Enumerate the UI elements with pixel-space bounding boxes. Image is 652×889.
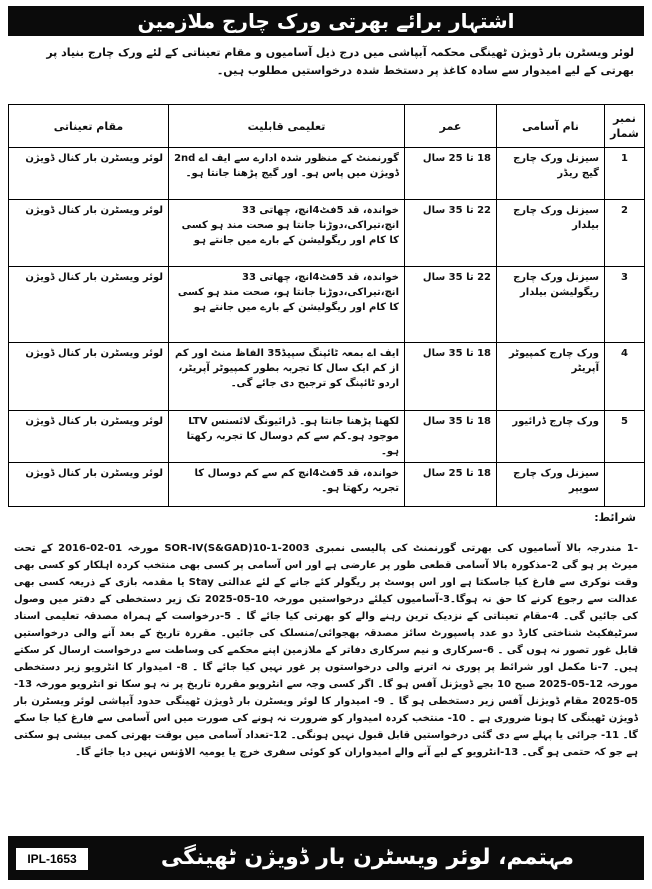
header-number: نمبر شمار: [605, 105, 645, 148]
row-post: سیزنل ورک چارج بیلدار: [497, 200, 605, 267]
row-location: لوئر ویسٹرن بار کنال ڈویژن: [9, 463, 169, 507]
terms-heading: شرائط:: [594, 511, 636, 524]
footer-bar: [8, 836, 644, 880]
terms-paragraph: -1 مندرجہ بالا آسامیوں کی بھرتی گورنمنٹ کی پالیسی نمبری SOR-IV(S&GAD)10-1-2003 مورخہ 01-02-2016 کے تحت میرٹ پر ہو گی 2-مذکورہ بالا آسامی قطعی طور پر عارضی ہے اور اس آسامی پر کسی بھی منتخب کردہ اہلکار کو کسی بھی وقت نوکری سے فارغ کیا جاسکتا ہے اور اس پوسٹ پر ریگولر کئے جانے کے لئے عدالتی Stay یا مقدمہ بازی کے ذریعہ کسی بھی عدالت سے رجوع کرنے کا حق نہ ہوگا۔3-آسامیوں کیلئے درخواستیں مورخہ 10-05-2025 تک زیر دستخطی کے دفتر میں وصول کی جائیں گی۔ 4-مقام تعیناتی کے نزدیک ترین رہنے والے کو بھرتی کیا جائے گا ۔ 5-درخواست کے ہمراہ مصدقہ تعلیمی اسناد سرٹیفکیٹ شناختی کارڈ دو عدد پاسپورٹ سائز مصدقہ بھجوائی/منسلک کی جائیں۔ مقررہ تاریخ کے بعد آنے والی درخواستیں قابل غور تصور نہ ہوں گی ۔ 6-سرکاری و نیم سرکاری دفاتر کے ملازمین اپنے محکمے کی وساطت سے درخواست ارسال کر سکتے ہیں۔ 7-نا مکمل اور شرائط پر پوری نہ اترنے والی درخواستوں پر غور نہیں کیا جائے گا ۔ 8- امیدوار کا انٹرویو زیر دستخطی مورخہ 12-05-2025 صبح 10 بجے ڈویژنل آفس ہو گا۔ اگر کسی وجہ سے انٹرویو مقررہ تاریخ پر نہ ہو سکا تو انٹرویو مورخہ 13-05-2025 مقام ڈویژنل آفس زیر دستخطی ہو گا ۔ 9- امیدوار کا لوئر ویسٹرن بار ڈویژن ٹھینگی حدود آبپاشی لوئر ویسٹرن بار ڈویژن ٹھینگی کا ہونا ضروری ہے ۔ 10- منتخب کردہ امیدوار کو ضرورت نہ ہونے کی صورت میں اس آسامی سے فارغ کیا جا سکے گا۔ 11- جرائی یا پہلے سے دی گئی درخواستیں قابل قبول نہیں ہونگی۔ 12-تعداد آسامی میں بوقت بھرتی کمی بیشی ہو سکتی ہے جو کہ حتمی ہو گی۔ 13-انٹرویو کے لیے آنے والے امیدواران کو کوئی سفری خرچ یا یومیہ الاؤنس نہیں دیا جائے گا۔: [14, 543, 639, 758]
table-row: [9, 267, 645, 343]
header-qualification: تعلیمی قابلیت: [169, 105, 405, 148]
row-age: 18 تا 35 سال: [405, 411, 497, 463]
header-location: مقام تعیناتی: [9, 105, 169, 148]
issuer-signature-title: مہتمم، لوئر ویسٹرن بار ڈویژن ٹھینگی: [160, 845, 574, 870]
row-location: لوئر ویسٹرن بار کنال ڈویژن: [9, 343, 169, 411]
header-post: نام آسامی: [497, 105, 605, 148]
row-age: 18 تا 25 سال: [405, 463, 497, 507]
row-number: [605, 463, 645, 507]
row-number: 2: [605, 200, 645, 267]
row-post: سیزنل ورک چارج سویپر: [497, 463, 605, 507]
row-age: 18 تا 25 سال: [405, 148, 497, 200]
row-location: لوئر ویسٹرن بار کنال ڈویژن: [9, 148, 169, 200]
row-post: سیزنل ورک چارج ریگولیشن بیلدار: [497, 267, 605, 343]
row-location: لوئر ویسٹرن بار کنال ڈویژن: [9, 267, 169, 343]
table-row: [9, 343, 645, 411]
row-age: 22 تا 35 سال: [405, 200, 497, 267]
page-title: اشتہار برائے بھرتی ورک چارج ملازمین: [8, 6, 644, 36]
row-post: ورک چارج کمپیوٹر آپریٹر: [497, 343, 605, 411]
row-number: 1: [605, 148, 645, 200]
row-number: 4: [605, 343, 645, 411]
row-qualification: ایف اے بمعہ ٹائپنگ سپیڈ35 الفاظ منٹ اور کم از کم ایک سال کا تجربہ بطور کمپیوٹر آپریٹر، اردو ٹائپنگ کو ترجیح دی جائے گی۔: [169, 343, 405, 411]
row-post: ورک چارج ڈرائیور: [497, 411, 605, 463]
header-age: عمر: [405, 105, 497, 148]
table-row: [9, 411, 645, 463]
row-qualification: خواندہ، قد 5فٹ4انچ کم سے کم دوسال کا تجربہ رکھتا ہو۔: [169, 463, 405, 507]
row-qualification: لکھنا پڑھنا جانتا ہو۔ ڈرائیونگ لائسنس LTV موجود ہو۔کم سے کم دوسال کا تجربہ رکھتا ہو۔: [169, 411, 405, 463]
row-number: 5: [605, 411, 645, 463]
table-row: [9, 463, 645, 507]
row-location: لوئر ویسٹرن بار کنال ڈویژن: [9, 411, 169, 463]
intro-paragraph: لوئر ویسٹرن بار ڈویژن ٹھینگی محکمہ آبپاشی میں درج ذیل آسامیوں و مقام تعیناتی کے لئے ورک چارج بنیاد پر بھرتی کے لیے امیدوار سے سادہ کاغذ پر دستخط شدہ درخواستیں مطلوب ہیں۔: [46, 46, 634, 77]
row-number: 3: [605, 267, 645, 343]
row-age: 18 تا 35 سال: [405, 343, 497, 411]
row-qualification: گورنمنٹ کے منظور شدہ ادارے سے ایف اے 2nd ڈویژن میں پاس ہو۔ اور گیج پڑھنا جانتا ہو۔: [169, 148, 405, 200]
row-qualification: خواندہ، قد 5فٹ4انچ، چھاتی 33 انچ،تیراکی،دوڑنا جانتا ہو، صحت مند ہو کسی کا کام اور ریگولیشن کے بارے میں جانتے ہو: [169, 267, 405, 343]
row-location: لوئر ویسٹرن بار کنال ڈویژن: [9, 200, 169, 267]
row-qualification: خواندہ، قد 5فٹ4انچ، چھاتی 33 انچ،تیراکی،دوڑنا جانتا ہو صحت مند ہو کسی کا کام اور ریگولیشن کے بارے میں جانتے ہو: [169, 200, 405, 267]
reference-number: IPL-1653: [16, 848, 88, 870]
row-post: سیزنل ورک چارج گیج ریڈر: [497, 148, 605, 200]
vacancies-table: [8, 104, 645, 507]
table-row: [9, 200, 645, 267]
table-row: [9, 148, 645, 200]
table-header-row: [9, 105, 645, 148]
row-age: 22 تا 35 سال: [405, 267, 497, 343]
